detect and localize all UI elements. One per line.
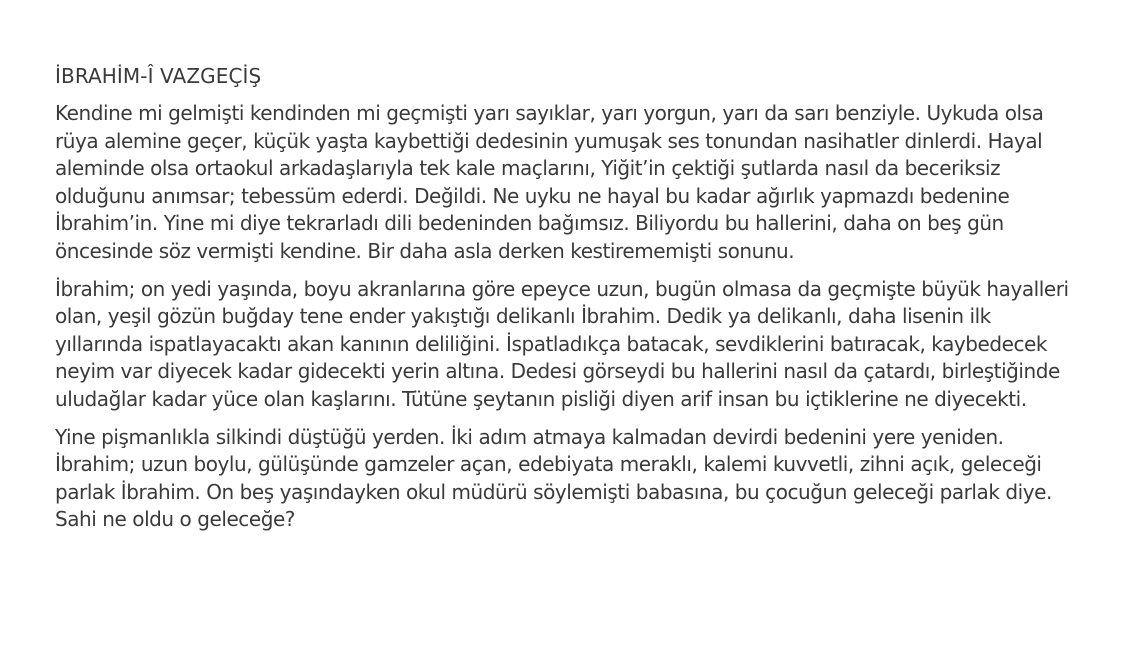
paragraph-1: Kendine mi gelmişti kendinden mi geçmişti yarı sayıklar, yarı yorgun, yarı da sarı benziyle. Uykuda olsa rüya alemine geçer, küçük yaşta kaybettiği dedesinin yumuşak ses tonundan nasihatler dinlerdi. Hayal aleminde olsa ortaokul arkadaşlarıyla tek kale maçlarını, Yiğit’in çektiği şutlarda nasıl da beceriksiz olduğunu anımsar; tebessüm ederdi. Değildi. Ne uyku ne hayal bu kadar ağırlık yapmazdı bedenine İbrahim’in. Yine mi diye tekrarladı dili bedeninden bağımsız. Biliyordu bu hallerini, daha on beş gün öncesinde söz vermişti kendine. Bir daha asla derken kestirememişti sonunu.: [55, 101, 1044, 263]
paragraph-3: Yine pişmanlıkla silkindi düştüğü yerden. İki adım atmaya kalmadan devirdi bedenini yere yeniden. İbrahim; uzun boylu, gülüşünde gamzeler açan, edebiyata meraklı, kalemi kuvvetli, zihni açık, geleceği parlak İbrahim. On beş yaşındayken okul müdürü söylemişti babasına, bu çocuğun geleceği parlak diye. Sahi ne oldu o geleceğe?: [55, 424, 1052, 532]
document-title: İBRAHİM-Î VAZGEÇİŞ: [55, 64, 262, 88]
paragraph-2: İbrahim; on yedi yaşında, boyu akranlarına göre epeyce uzun, bugün olmasa da geçmişte büyük hayalleri olan, yeşil gözün buğday tene ender yakıştığı delikanlı İbrahim. Dedik ya delikanlı, daha lisenin ilk yıllarında ispatlayacaktı akan kanının deliliğini. İspatladıkça batacak, sevdiklerini batıracak, kaybedecek neyim var diyecek kadar gidecekti yerin altına. Dedesi görseydi bu hallerini nasıl da çatardı, birleştiğinde uludağlar kadar yüce olan kaşlarını. Tütüne şeytanın pisliği diyen arif insan bu içtiklerine ne diyecekti.: [55, 276, 1069, 411]
